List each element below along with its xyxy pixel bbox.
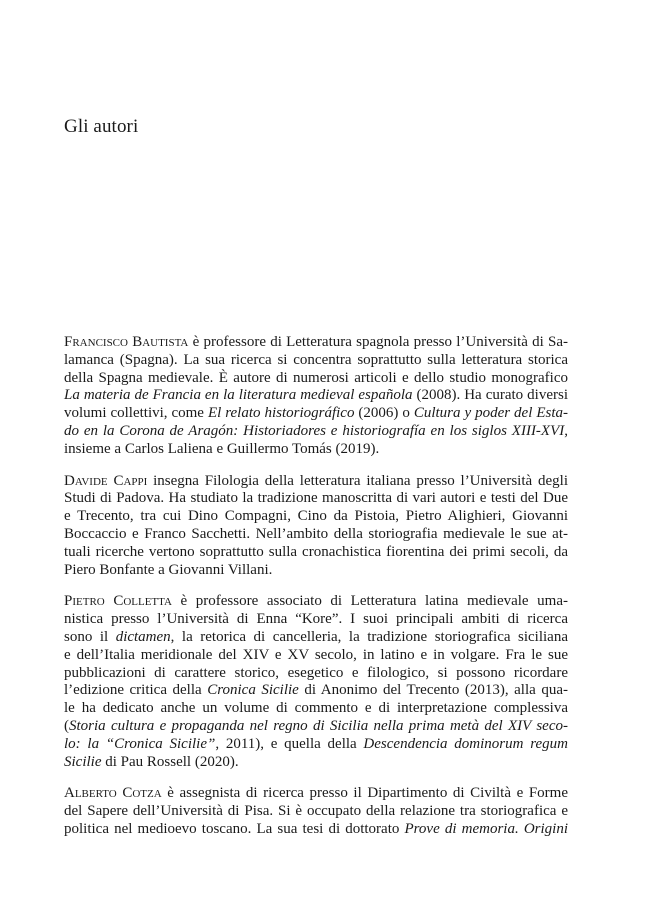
italic-title: Storia cultura e propaganda nel regno di Sicilia nella prima metà del XIV seco-	[69, 717, 568, 734]
bio-text: le ha dedicato anche un volume di commento e di interpretazione complessiva	[64, 700, 568, 717]
bio-line	[64, 441, 568, 459]
bio-text: è professore associato di Letteratura latina medievale uma-	[171, 593, 569, 610]
bio-line	[64, 736, 568, 754]
bio-line	[64, 490, 568, 508]
italic-title: El relato historiográfico	[207, 405, 355, 422]
bio-text: della Spagna medievale. È autore di numerosi articoli e dello studio monografico	[64, 369, 568, 386]
bio-line	[64, 370, 568, 388]
page-title: Gli autori	[64, 116, 139, 137]
bio-text: (2008). Ha curato diversi	[412, 387, 568, 404]
bio-text: e Trecento, tra cui Dino Compagni, Cino da Pistoia, Pietro Alighieri, Giovanni	[64, 508, 568, 525]
bio-text: (2006) o	[354, 405, 414, 422]
bio-line	[64, 629, 568, 647]
author-bio	[64, 473, 568, 580]
bio-text: (	[64, 717, 69, 734]
italic-title: dictamen	[115, 628, 171, 645]
bio-line	[64, 526, 568, 544]
bio-text: l’edizione critica della	[64, 682, 208, 699]
bio-text: e dell’Italia meridionale del XIV e XV secolo, in latino e in volgare. Fra le sue	[64, 646, 568, 663]
italic-title: do en la Corona de Aragón: Historiadores e historiografía en los siglos XIII-XVI	[64, 422, 565, 439]
bio-text: Studi di Padova. Ha studiato la tradizione manoscritta di vari autori e testi del Due	[64, 490, 568, 507]
bio-line	[64, 682, 568, 700]
bio-text: di Pau Rossell (2020).	[101, 753, 239, 770]
bio-line	[64, 785, 568, 803]
bio-line	[64, 508, 568, 526]
author-name: Francisco Bautista	[64, 334, 189, 350]
bio-text: pubblicazioni di carattere storico, esegetico e filologico, si possono ricordare	[64, 664, 568, 681]
bio-text: , la retorica di cancelleria, la tradizione storiografica siciliana	[170, 628, 568, 645]
bio-line	[64, 665, 568, 683]
italic-title: La materia de Francia en la literatura medieval española	[64, 387, 413, 404]
italic-title: Sicilie	[64, 753, 102, 770]
bio-text: è professore di Letteratura spagnola presso l’Università di Sa-	[188, 334, 568, 350]
bio-text: è assegnista di ricerca presso il Dipartimento di Civiltà e Forme	[161, 785, 568, 802]
bio-line	[64, 647, 568, 665]
bio-text: nistica presso l’Università di Enna “Kore”. I suoi principali ambiti di ricerca	[64, 611, 568, 628]
bio-text: ,	[564, 422, 568, 439]
bio-text: tuali ricerche vertono soprattutto sulla cronachistica fiorentina dei primi secoli, da	[64, 543, 568, 560]
bio-line	[64, 405, 568, 423]
bio-text: sono il	[64, 628, 116, 645]
bio-text: Piero Bonfante a Giovanni Villani.	[64, 561, 273, 578]
bio-line	[64, 544, 568, 562]
bio-line	[64, 700, 568, 718]
bio-text: Boccaccio e Franco Sacchetti. Nell’ambito della storiografia medievale le sue at-	[64, 525, 568, 542]
author-name: Davide Cappi	[64, 472, 148, 489]
bio-text: insegna Filologia della letteratura italiana presso l’Università degli	[147, 472, 568, 489]
italic-title: Cronica Sicilie	[207, 682, 299, 699]
bio-line	[64, 754, 568, 772]
bio-text: politica nel medioevo toscano. La sua tesi di dottorato	[64, 820, 405, 837]
author-bio	[64, 785, 568, 838]
bio-line	[64, 593, 568, 611]
bio-line	[64, 562, 568, 580]
bio-text: di Anonimo del Trecento (2013), alla qua-	[298, 682, 568, 699]
authors-list	[64, 334, 568, 853]
bio-text: lamanca (Spagna). La sua ricerca si concentra soprattutto sulla letteratura storica	[64, 351, 568, 368]
bio-line	[64, 334, 568, 352]
bio-text: , 2011), e quella della	[215, 735, 364, 752]
bio-line	[64, 611, 568, 629]
bio-line	[64, 803, 568, 821]
bio-line	[64, 473, 568, 491]
bio-line	[64, 821, 568, 839]
bio-text: del Sapere dell’Università di Pisa. Si è occupato della relazione tra storiografica e	[64, 803, 568, 820]
author-name: Alberto Cotza	[64, 785, 162, 802]
author-bio	[64, 334, 568, 459]
italic-title: Descendencia dominorum regum	[363, 735, 568, 752]
italic-title: Cultura y poder del Esta-	[413, 405, 568, 422]
italic-title: Prove di memoria. Origini	[404, 820, 568, 837]
author-bio	[64, 593, 568, 771]
italic-title: lo: la “Cronica Sicilie”	[64, 735, 216, 752]
bio-text: insieme a Carlos Laliena e Guillermo Tomás (2019).	[64, 440, 380, 457]
bio-line	[64, 423, 568, 441]
bio-text: volumi collettivi, come	[64, 405, 208, 422]
bio-line	[64, 718, 568, 736]
bio-line	[64, 387, 568, 405]
author-name: Pietro Colletta	[64, 593, 172, 610]
bio-line	[64, 352, 568, 370]
